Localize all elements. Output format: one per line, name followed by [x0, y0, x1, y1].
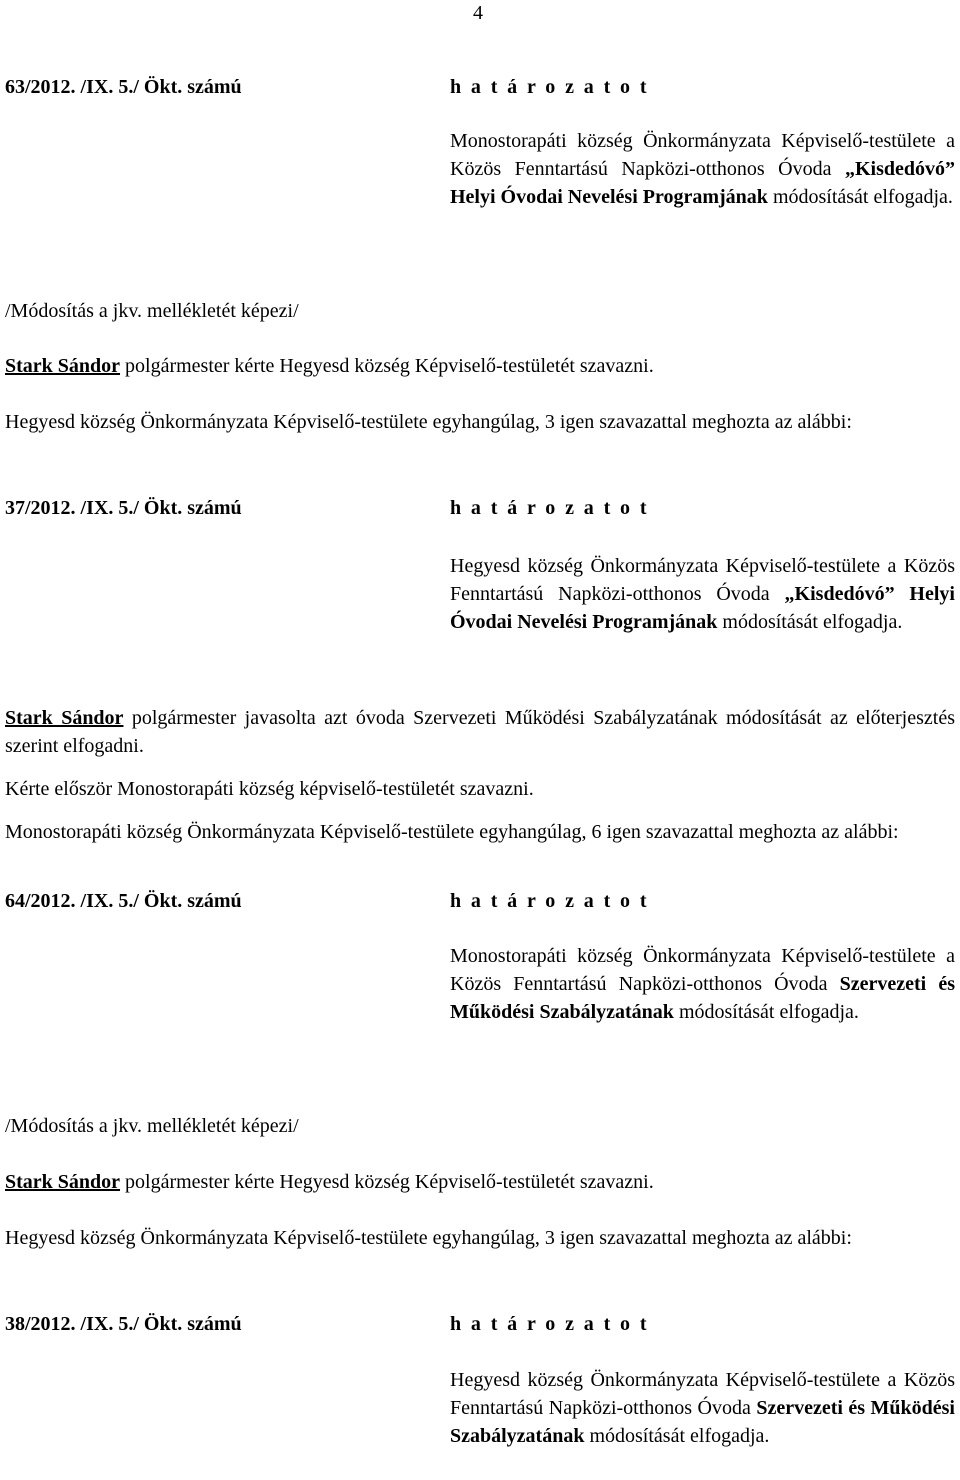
resolution-heading: h a t á r o z a t o t	[450, 890, 649, 912]
resolution-bold-text: Szervezeti és Működési Szabályzatának	[450, 973, 956, 1023]
resolution-body	[450, 552, 955, 636]
resolution-number: 64/2012. /IX. 5./ Ökt. számú	[5, 890, 242, 912]
resolution-bold-text: „Kisdedóvó” Helyi Óvodai Nevelési Programjának	[450, 158, 955, 208]
paragraph-text: polgármester kérte Hegyesd község Képviselő-testületét szavazni.	[120, 1171, 654, 1193]
paragraph-first-vote: Kérte először Monostorapáti község képviselő-testületét szavazni.	[5, 778, 534, 800]
resolution-bold-text: Szervezeti és Működési Szabályzatának	[450, 1397, 955, 1447]
resolution-heading: h a t á r o z a t o t	[450, 76, 649, 98]
paragraph-text: polgármester kérte Hegyesd község Képviselő-testületét szavazni.	[120, 355, 654, 377]
attachment-note: /Módosítás a jkv. mellékletét képezi/	[5, 1115, 299, 1137]
resolution-text: Monostorapáti község Önkormányzata Képviselő-testülete a Közös Fenntartású Napközi-otthonos Óvoda	[450, 945, 955, 995]
mayor-name: Stark Sándor	[5, 355, 121, 377]
paragraph-vote-result: Hegyesd község Önkormányzata Képviselő-testülete egyhangúlag, 3 igen szavazattal meghozta az alábbi:	[5, 411, 852, 433]
resolution-body	[450, 1366, 955, 1450]
resolution-text-end: módosítását elfogadja.	[717, 611, 903, 633]
page-number: 4	[473, 2, 483, 24]
attachment-note: /Módosítás a jkv. mellékletét képezi/	[5, 300, 299, 322]
mayor-name: Stark Sándor	[5, 707, 124, 729]
resolution-bold-text: „Kisdedóvó” Helyi Óvodai Nevelési Programjának	[450, 583, 955, 633]
mayor-name: Stark Sándor	[5, 1171, 121, 1193]
resolution-text: Hegyesd község Önkormányzata Képviselő-testülete a Közös Fenntartású Napközi-otthonos Óvoda	[450, 555, 955, 605]
resolution-heading: h a t á r o z a t o t	[450, 1313, 649, 1335]
resolution-body	[450, 942, 955, 1026]
paragraph-proposal	[5, 704, 955, 760]
resolution-text-end: módosítását elfogadja.	[767, 186, 953, 208]
paragraph-request-vote	[5, 352, 955, 380]
resolution-text-end: módosítását elfogadja.	[673, 1001, 859, 1023]
paragraph-vote-result: Hegyesd község Önkormányzata Képviselő-testülete egyhangúlag, 3 igen szavazattal meghozta az alábbi:	[5, 1227, 852, 1249]
resolution-text-end: módosítását elfogadja.	[584, 1425, 770, 1447]
resolution-number: 38/2012. /IX. 5./ Ökt. számú	[5, 1313, 242, 1335]
resolution-body	[450, 127, 955, 211]
resolution-heading: h a t á r o z a t o t	[450, 497, 649, 519]
resolution-text: Hegyesd község Önkormányzata Képviselő-testülete a Közös Fenntartású Napközi-otthonos Óvoda	[450, 1369, 955, 1419]
paragraph-request-vote	[5, 1168, 955, 1196]
paragraph-text: polgármester javasolta azt óvoda Szervezeti Működési Szabályzatának módosítását az előterjesztés szerint elfogadni.	[5, 707, 955, 757]
resolution-number: 63/2012. /IX. 5./ Ökt. számú	[5, 76, 242, 98]
resolution-text: Monostorapáti község Önkormányzata Képviselő-testülete a Közös Fenntartású Napközi-otthonos Óvoda	[450, 130, 955, 180]
paragraph-vote-result: Monostorapáti község Önkormányzata Képviselő-testülete egyhangúlag, 6 igen szavazattal meghozta az alábbi:	[5, 821, 899, 843]
resolution-number: 37/2012. /IX. 5./ Ökt. számú	[5, 497, 242, 519]
